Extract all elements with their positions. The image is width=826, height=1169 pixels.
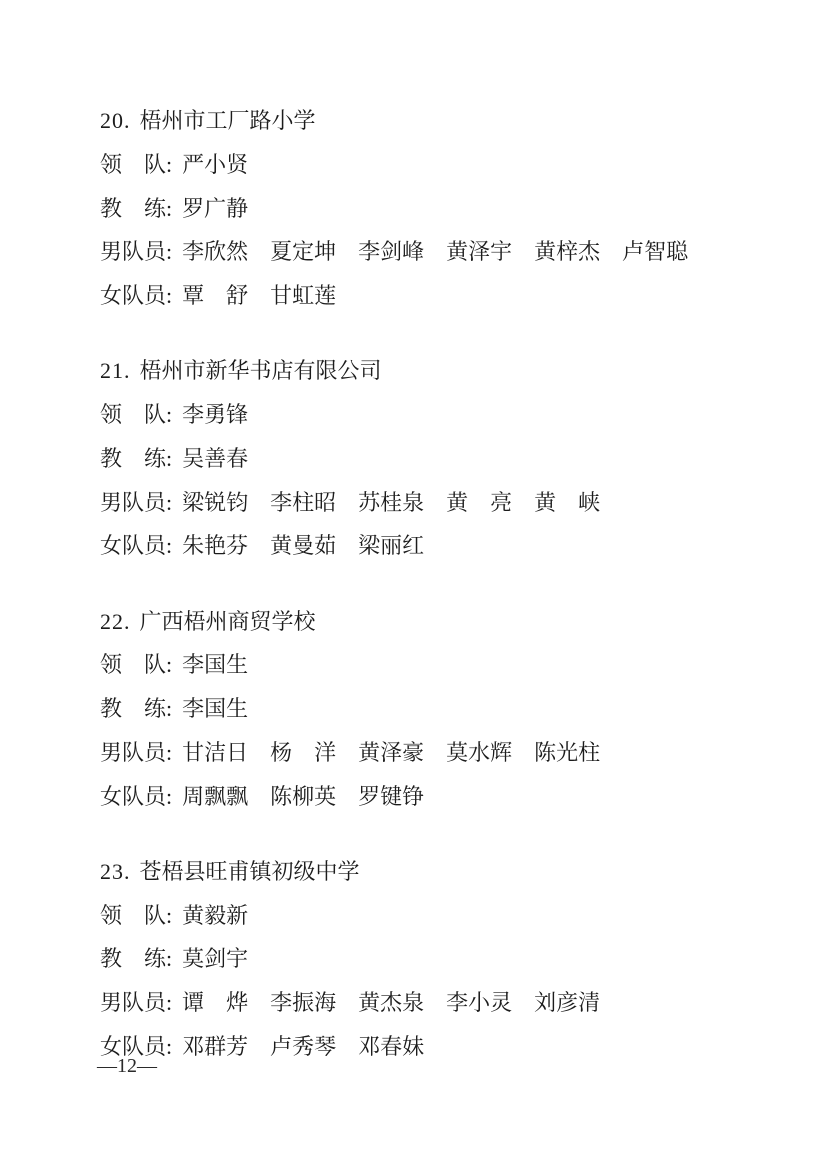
female-members-label: 女队员: [100, 533, 173, 559]
coach-line [100, 937, 766, 981]
female-members-names: 周飘飘 陈柳英 罗键铮 [182, 783, 425, 809]
female-members-label: 女队员: [100, 283, 173, 308]
leader-name: 李国生 [182, 652, 249, 678]
coach-label: 教 练: [100, 696, 173, 721]
male-members-names: 甘洁日 杨 洋 黄泽豪 莫水辉 陈光柱 [182, 739, 601, 765]
male-members-names: 李欣然 夏定坤 李剑峰 黄泽宇 黄梓杰 卢智聪 [182, 239, 689, 265]
female-members-line [100, 274, 766, 318]
team-name: 梧州市新华书店有限公司 [139, 358, 382, 384]
male-members-label: 男队员: [100, 990, 173, 1015]
male-members-label: 男队员: [100, 489, 173, 515]
coach-name: 罗广静 [182, 195, 249, 221]
female-members-names: 朱艳芬 黄曼茹 梁丽红 [182, 533, 425, 559]
male-members-names: 谭 烨 李振海 黄杰泉 李小灵 刘彦清 [182, 990, 601, 1015]
male-members-names: 梁锐钧 李柱昭 苏桂泉 黄 亮 黄 峡 [182, 489, 601, 515]
female-members-label: 女队员: [100, 1033, 173, 1059]
team-title-line [100, 850, 766, 894]
coach-line [100, 437, 766, 481]
male-members-line [100, 981, 766, 1025]
male-members-line [100, 230, 766, 274]
leader-label: 领 队: [100, 902, 173, 928]
team-title-line [100, 600, 766, 644]
coach-label: 教 练: [100, 946, 173, 972]
male-members-line [100, 731, 766, 775]
male-members-label: 男队员: [100, 239, 173, 265]
female-members-names: 覃 舒 甘虹莲 [182, 283, 337, 308]
team-name: 苍梧县旺甫镇初级中学 [139, 858, 360, 884]
team-section-22 [100, 600, 766, 819]
female-members-line [100, 775, 766, 819]
team-number: 23. [100, 858, 131, 884]
leader-label: 领 队: [100, 652, 173, 678]
team-section-21 [100, 349, 766, 568]
coach-name: 李国生 [182, 696, 249, 721]
coach-label: 教 练: [100, 445, 173, 471]
team-name: 广西梧州商贸学校 [139, 608, 316, 634]
leader-name: 黄毅新 [182, 902, 249, 928]
coach-name: 吴善春 [182, 445, 249, 471]
coach-name: 莫剑宇 [182, 946, 249, 972]
leader-name: 严小贤 [182, 151, 249, 177]
team-section-23 [100, 850, 766, 1069]
coach-line [100, 687, 766, 731]
team-number: 20. [100, 108, 131, 133]
leader-label: 领 队: [100, 151, 173, 177]
leader-line [100, 393, 766, 437]
team-section-20 [100, 99, 766, 318]
page-number: —12— [97, 1055, 157, 1077]
coach-label: 教 练: [100, 195, 173, 221]
leader-line [100, 894, 766, 938]
coach-line [100, 187, 766, 231]
female-members-names: 邓群芳 卢秀琴 邓春妹 [182, 1033, 425, 1059]
female-members-line [100, 524, 766, 568]
female-members-line [100, 1025, 766, 1069]
leader-line [100, 643, 766, 687]
document-body [100, 99, 766, 1069]
team-title-line [100, 349, 766, 393]
team-number: 22. [100, 608, 131, 634]
team-number: 21. [100, 358, 131, 384]
team-title-line [100, 99, 766, 143]
leader-label: 领 队: [100, 402, 173, 427]
leader-name: 李勇锋 [182, 402, 249, 427]
male-members-label: 男队员: [100, 739, 173, 765]
leader-line [100, 143, 766, 187]
male-members-line [100, 481, 766, 525]
team-name: 梧州市工厂路小学 [139, 108, 316, 133]
female-members-label: 女队员: [100, 783, 173, 809]
